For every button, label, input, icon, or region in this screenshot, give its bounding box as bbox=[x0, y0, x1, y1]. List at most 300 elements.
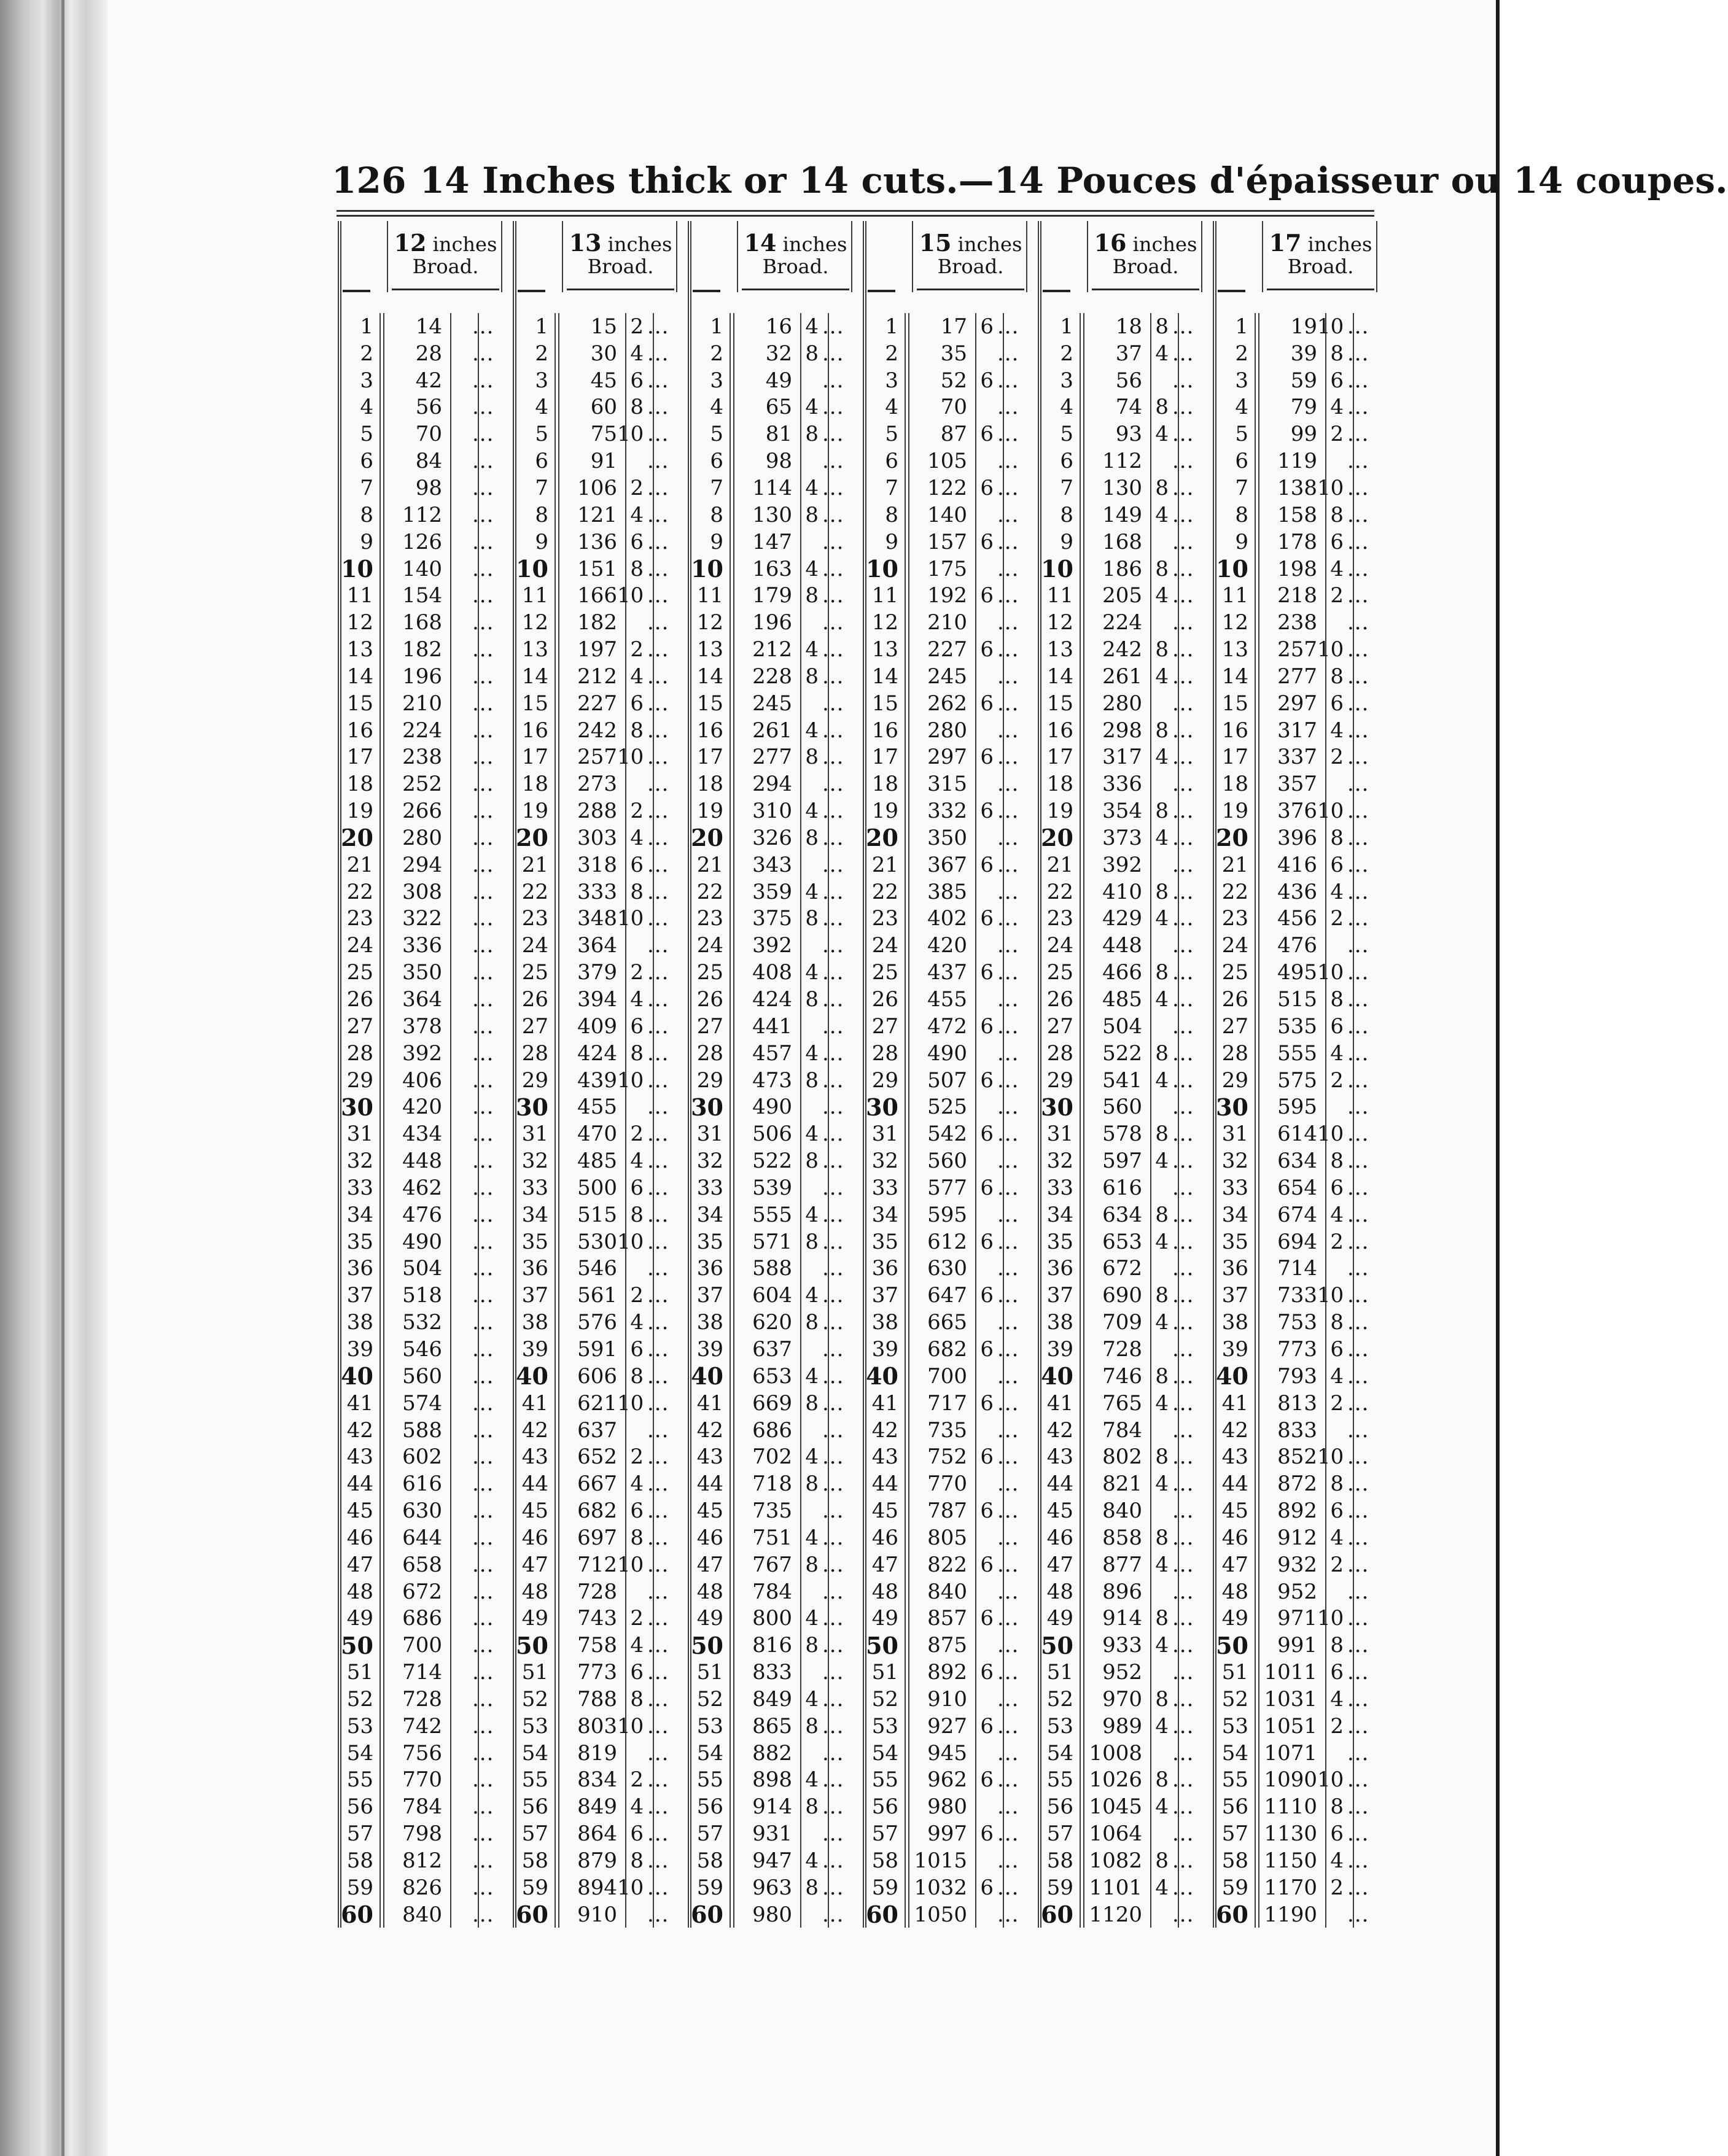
leader-dots: ... bbox=[1172, 933, 1194, 958]
feet-value: 931 bbox=[752, 1821, 792, 1847]
row-number: 51 bbox=[871, 1660, 898, 1685]
table-row bbox=[1212, 1901, 1387, 1928]
table-row bbox=[1037, 1093, 1212, 1120]
row-number: 30 bbox=[1041, 1093, 1073, 1121]
inches-value: 8 bbox=[1330, 987, 1344, 1012]
table-row bbox=[862, 1820, 1037, 1847]
table-row bbox=[687, 1551, 862, 1578]
feet-value: 406 bbox=[402, 1068, 442, 1093]
row-number: 29 bbox=[696, 1068, 723, 1093]
table-row bbox=[337, 448, 512, 475]
inches-value: 8 bbox=[1155, 556, 1169, 581]
feet-value: 315 bbox=[927, 772, 967, 797]
leader-dots: ... bbox=[822, 1606, 844, 1631]
leader-dots: ... bbox=[1347, 691, 1369, 716]
row-number: 36 bbox=[521, 1256, 548, 1281]
feet-value: 875 bbox=[927, 1633, 967, 1658]
column-header-unit: inches bbox=[776, 233, 847, 256]
table-row bbox=[337, 878, 512, 905]
row-number: 38 bbox=[871, 1310, 898, 1335]
table-row bbox=[862, 636, 1037, 663]
leader-dots: ... bbox=[472, 1417, 494, 1443]
row-number: 58 bbox=[346, 1848, 373, 1874]
table-row bbox=[1037, 1174, 1212, 1201]
inches-value: 2 bbox=[1330, 1068, 1344, 1093]
feet-value: 149 bbox=[1102, 502, 1142, 527]
table-row bbox=[687, 1874, 862, 1901]
table-row bbox=[1212, 690, 1387, 717]
leader-dots: ... bbox=[472, 1175, 494, 1200]
feet-value: 379 bbox=[577, 960, 617, 985]
leader-dots: ... bbox=[1172, 395, 1194, 420]
leader-dots: ... bbox=[647, 1552, 669, 1577]
feet-value: 630 bbox=[402, 1499, 442, 1524]
feet-value: 348 bbox=[577, 906, 617, 931]
column-header-width bbox=[742, 229, 849, 257]
feet-value: 767 bbox=[752, 1552, 792, 1577]
feet-value: 462 bbox=[402, 1175, 442, 1200]
row-number: 22 bbox=[696, 879, 723, 904]
feet-value: 409 bbox=[577, 1014, 617, 1039]
feet-value: 962 bbox=[927, 1767, 967, 1793]
feet-value: 310 bbox=[752, 799, 792, 824]
row-number: 6 bbox=[885, 449, 898, 474]
feet-value: 168 bbox=[1102, 529, 1142, 554]
leader-dots: ... bbox=[1347, 1363, 1369, 1389]
column-header-underline bbox=[1092, 289, 1199, 290]
leader-dots: ... bbox=[822, 1122, 844, 1147]
row-number: 31 bbox=[521, 1122, 548, 1147]
table-row bbox=[512, 1309, 687, 1336]
table-row bbox=[512, 1524, 687, 1551]
inches-value: 6 bbox=[980, 1875, 994, 1900]
row-number: 32 bbox=[521, 1149, 548, 1174]
table-row bbox=[1037, 1390, 1212, 1417]
table-row bbox=[862, 502, 1037, 529]
leader-dots: ... bbox=[1172, 1202, 1194, 1227]
leader-dots: ... bbox=[997, 745, 1019, 770]
inches-value: 6 bbox=[980, 637, 994, 662]
row-number: 12 bbox=[1046, 610, 1073, 635]
table-row bbox=[1037, 1605, 1212, 1632]
leader-dots: ... bbox=[997, 475, 1019, 500]
table-row bbox=[512, 1901, 687, 1928]
leader-dots: ... bbox=[1347, 1902, 1369, 1927]
table-rows bbox=[687, 313, 862, 1928]
row-number: 18 bbox=[521, 772, 548, 797]
leader-dots: ... bbox=[472, 556, 494, 581]
header-rule-bottom bbox=[337, 215, 1374, 217]
row-number: 29 bbox=[1221, 1068, 1248, 1093]
feet-value: 963 bbox=[752, 1875, 792, 1900]
feet-value: 700 bbox=[927, 1363, 967, 1389]
feet-value: 261 bbox=[1102, 664, 1142, 689]
table-row bbox=[337, 1524, 512, 1551]
leader-dots: ... bbox=[1347, 852, 1369, 877]
column-header-broad: Broad. bbox=[412, 255, 479, 278]
number-column-dash bbox=[693, 290, 720, 292]
table-row bbox=[862, 1147, 1037, 1174]
feet-value: 756 bbox=[402, 1740, 442, 1766]
table-row bbox=[337, 421, 512, 448]
feet-value: 455 bbox=[927, 987, 967, 1012]
leader-dots: ... bbox=[822, 1336, 844, 1362]
table-row bbox=[512, 1847, 687, 1874]
table-row bbox=[862, 663, 1037, 690]
row-number: 38 bbox=[521, 1310, 548, 1335]
row-number: 20 bbox=[866, 824, 898, 852]
feet-value: 914 bbox=[752, 1794, 792, 1820]
table-row bbox=[337, 1497, 512, 1524]
table-row bbox=[337, 636, 512, 663]
inches-value: 8 bbox=[805, 825, 819, 850]
row-number: 44 bbox=[1046, 1472, 1073, 1497]
feet-value: 408 bbox=[752, 960, 792, 985]
row-number: 24 bbox=[1221, 933, 1248, 958]
inches-value: 6 bbox=[980, 1606, 994, 1631]
leader-dots: ... bbox=[647, 906, 669, 931]
row-number: 23 bbox=[346, 906, 373, 931]
table-row bbox=[512, 448, 687, 475]
row-number: 46 bbox=[871, 1525, 898, 1550]
row-number: 26 bbox=[871, 987, 898, 1012]
feet-value: 802 bbox=[1102, 1444, 1142, 1470]
row-number: 47 bbox=[346, 1552, 373, 1577]
feet-value: 773 bbox=[577, 1660, 617, 1685]
table-row bbox=[512, 1874, 687, 1901]
column-header-broad: Broad. bbox=[587, 255, 654, 278]
row-number: 36 bbox=[1221, 1256, 1248, 1281]
table-row bbox=[1212, 475, 1387, 502]
feet-value: 743 bbox=[577, 1606, 617, 1631]
table-row bbox=[687, 959, 862, 986]
row-number: 56 bbox=[346, 1794, 373, 1820]
feet-value: 154 bbox=[402, 583, 442, 608]
feet-value: 224 bbox=[402, 718, 442, 743]
inches-value: 10 bbox=[617, 906, 644, 931]
leader-dots: ... bbox=[822, 637, 844, 662]
leader-dots: ... bbox=[472, 610, 494, 635]
leader-dots: ... bbox=[822, 1444, 844, 1470]
row-number: 27 bbox=[346, 1014, 373, 1039]
row-number: 20 bbox=[1041, 824, 1073, 852]
feet-value: 539 bbox=[752, 1175, 792, 1200]
table-row bbox=[512, 1282, 687, 1309]
inches-value: 6 bbox=[980, 1713, 994, 1739]
feet-value: 350 bbox=[402, 960, 442, 985]
leader-dots: ... bbox=[1172, 718, 1194, 743]
table-row bbox=[1212, 1201, 1387, 1228]
row-number: 56 bbox=[521, 1794, 548, 1820]
feet-value: 182 bbox=[577, 610, 617, 635]
table-row bbox=[337, 1847, 512, 1874]
leader-dots: ... bbox=[997, 529, 1019, 554]
leader-dots: ... bbox=[997, 852, 1019, 877]
column-header-unit: inches bbox=[426, 233, 497, 256]
row-number: 42 bbox=[871, 1417, 898, 1443]
inches-value: 8 bbox=[805, 1390, 819, 1416]
table-row bbox=[1037, 1820, 1212, 1847]
row-number: 36 bbox=[1046, 1256, 1073, 1281]
leader-dots: ... bbox=[1347, 1525, 1369, 1550]
feet-value: 914 bbox=[1102, 1606, 1142, 1631]
table-row bbox=[687, 1040, 862, 1067]
inches-value: 2 bbox=[1330, 1875, 1344, 1900]
leader-dots: ... bbox=[997, 1149, 1019, 1174]
leader-dots: ... bbox=[1347, 637, 1369, 662]
inches-value: 6 bbox=[980, 745, 994, 770]
row-number: 33 bbox=[1221, 1175, 1248, 1200]
feet-value: 864 bbox=[577, 1821, 617, 1847]
leader-dots: ... bbox=[822, 1552, 844, 1577]
leader-dots: ... bbox=[822, 906, 844, 931]
inches-value: 8 bbox=[1155, 1686, 1169, 1712]
row-number: 57 bbox=[1221, 1821, 1248, 1847]
table-row bbox=[687, 905, 862, 933]
feet-value: 106 bbox=[577, 475, 617, 500]
feet-value: 997 bbox=[927, 1821, 967, 1847]
table-row bbox=[1037, 582, 1212, 609]
inches-value: 10 bbox=[617, 422, 644, 447]
row-number: 30 bbox=[341, 1093, 373, 1121]
row-number: 30 bbox=[866, 1093, 898, 1121]
leader-dots: ... bbox=[1172, 691, 1194, 716]
inches-value: 6 bbox=[980, 1175, 994, 1200]
feet-value: 606 bbox=[577, 1363, 617, 1389]
feet-value: 332 bbox=[927, 799, 967, 824]
feet-value: 266 bbox=[402, 799, 442, 824]
row-number: 55 bbox=[871, 1767, 898, 1793]
leader-dots: ... bbox=[472, 1256, 494, 1281]
feet-value: 971 bbox=[1277, 1606, 1317, 1631]
row-number: 16 bbox=[871, 718, 898, 743]
row-number: 59 bbox=[521, 1875, 548, 1900]
row-number: 25 bbox=[696, 960, 723, 985]
feet-value: 604 bbox=[752, 1283, 792, 1308]
inches-value: 4 bbox=[1330, 1848, 1344, 1874]
inches-value: 4 bbox=[630, 1633, 644, 1658]
leader-dots: ... bbox=[1172, 1472, 1194, 1497]
feet-value: 210 bbox=[402, 691, 442, 716]
leader-dots: ... bbox=[822, 1686, 844, 1712]
feet-value: 168 bbox=[402, 610, 442, 635]
inches-value: 10 bbox=[617, 1875, 644, 1900]
table-row bbox=[1212, 932, 1387, 959]
row-number: 12 bbox=[346, 610, 373, 635]
row-number: 57 bbox=[521, 1821, 548, 1847]
row-number: 8 bbox=[1060, 502, 1073, 527]
row-number: 60 bbox=[866, 1901, 898, 1929]
row-number: 18 bbox=[1046, 772, 1073, 797]
leader-dots: ... bbox=[647, 1122, 669, 1147]
header-rule-right bbox=[1201, 221, 1202, 292]
leader-dots: ... bbox=[1172, 529, 1194, 554]
feet-value: 1064 bbox=[1089, 1821, 1142, 1847]
row-number: 24 bbox=[871, 933, 898, 958]
table-row bbox=[687, 744, 862, 771]
feet-value: 571 bbox=[752, 1229, 792, 1254]
leader-dots: ... bbox=[1172, 1256, 1194, 1281]
feet-value: 424 bbox=[577, 1041, 617, 1066]
leader-dots: ... bbox=[1347, 906, 1369, 931]
table-row bbox=[862, 744, 1037, 771]
feet-value: 686 bbox=[402, 1606, 442, 1631]
leader-dots: ... bbox=[647, 1095, 669, 1120]
feet-value: 910 bbox=[577, 1902, 617, 1927]
leader-dots: ... bbox=[1172, 664, 1194, 689]
feet-value: 894 bbox=[577, 1875, 617, 1900]
feet-value: 182 bbox=[402, 637, 442, 662]
inches-value: 4 bbox=[805, 1122, 819, 1147]
leader-dots: ... bbox=[472, 1283, 494, 1308]
row-number: 49 bbox=[871, 1606, 898, 1631]
inches-value: 6 bbox=[630, 368, 644, 393]
table-row bbox=[687, 1174, 862, 1201]
table-row bbox=[687, 1740, 862, 1767]
column-header-inches: 14 bbox=[744, 229, 777, 257]
row-number: 25 bbox=[1221, 960, 1248, 985]
table-row bbox=[1212, 1686, 1387, 1713]
leader-dots: ... bbox=[822, 772, 844, 797]
feet-value: 357 bbox=[1277, 772, 1317, 797]
row-number: 11 bbox=[521, 583, 548, 608]
column-header-width bbox=[392, 229, 499, 257]
table-row bbox=[1037, 1713, 1212, 1740]
leader-dots: ... bbox=[472, 1660, 494, 1685]
row-number: 41 bbox=[871, 1390, 898, 1416]
feet-value: 898 bbox=[752, 1767, 792, 1793]
leader-dots: ... bbox=[647, 718, 669, 743]
table-row bbox=[862, 1013, 1037, 1040]
table-row bbox=[337, 824, 512, 851]
inches-value: 6 bbox=[1330, 1014, 1344, 1039]
inches-value: 6 bbox=[1330, 529, 1344, 554]
feet-value: 303 bbox=[577, 825, 617, 850]
table-row bbox=[337, 1767, 512, 1794]
table-row bbox=[1037, 986, 1212, 1013]
row-number: 37 bbox=[1046, 1283, 1073, 1308]
leader-dots: ... bbox=[472, 1122, 494, 1147]
table-row bbox=[1212, 986, 1387, 1013]
leader-dots: ... bbox=[472, 1848, 494, 1874]
inches-value: 8 bbox=[1155, 1525, 1169, 1550]
feet-value: 273 bbox=[577, 772, 617, 797]
row-number: 42 bbox=[346, 1417, 373, 1443]
table-row bbox=[337, 1013, 512, 1040]
leader-dots: ... bbox=[647, 1068, 669, 1093]
feet-value: 196 bbox=[752, 610, 792, 635]
row-number: 8 bbox=[710, 502, 723, 527]
inches-value: 2 bbox=[630, 1444, 644, 1470]
feet-value: 654 bbox=[1277, 1175, 1317, 1200]
leader-dots: ... bbox=[472, 1041, 494, 1066]
leader-dots: ... bbox=[647, 1390, 669, 1416]
leader-dots: ... bbox=[1347, 422, 1369, 447]
feet-value: 218 bbox=[1277, 583, 1317, 608]
inches-value: 6 bbox=[1330, 1821, 1344, 1847]
row-number: 51 bbox=[1046, 1660, 1073, 1685]
leader-dots: ... bbox=[1172, 987, 1194, 1012]
table-row bbox=[687, 1686, 862, 1713]
inches-value: 4 bbox=[630, 664, 644, 689]
leader-dots: ... bbox=[472, 718, 494, 743]
feet-value: 735 bbox=[927, 1417, 967, 1443]
row-number: 23 bbox=[521, 906, 548, 931]
leader-dots: ... bbox=[997, 1283, 1019, 1308]
leader-dots: ... bbox=[822, 610, 844, 635]
inches-value: 4 bbox=[1155, 583, 1169, 608]
table-row bbox=[862, 932, 1037, 959]
table-row bbox=[862, 1793, 1037, 1820]
leader-dots: ... bbox=[997, 1875, 1019, 1900]
table-row bbox=[337, 1390, 512, 1417]
row-number: 46 bbox=[346, 1525, 373, 1550]
feet-value: 858 bbox=[1102, 1525, 1142, 1550]
feet-value: 317 bbox=[1102, 745, 1142, 770]
inches-value: 2 bbox=[630, 314, 644, 339]
row-number: 3 bbox=[1060, 368, 1073, 393]
leader-dots: ... bbox=[822, 1310, 844, 1335]
table-row bbox=[1212, 340, 1387, 367]
leader-dots: ... bbox=[822, 987, 844, 1012]
feet-value: 1110 bbox=[1264, 1794, 1317, 1820]
table-row bbox=[862, 1767, 1037, 1794]
feet-value: 28 bbox=[415, 341, 442, 366]
feet-value: 166 bbox=[577, 583, 617, 608]
leader-dots: ... bbox=[472, 1902, 494, 1927]
leader-dots: ... bbox=[1172, 1336, 1194, 1362]
inches-value: 6 bbox=[1330, 691, 1344, 716]
leader-dots: ... bbox=[997, 502, 1019, 527]
feet-value: 70 bbox=[940, 395, 967, 420]
feet-value: 753 bbox=[1277, 1310, 1317, 1335]
leader-dots: ... bbox=[1347, 1875, 1369, 1900]
column-header-underline bbox=[392, 289, 499, 290]
table-row bbox=[862, 1901, 1037, 1928]
row-number: 6 bbox=[1060, 449, 1073, 474]
inches-value: 6 bbox=[1330, 852, 1344, 877]
feet-value: 506 bbox=[752, 1122, 792, 1147]
row-number: 52 bbox=[346, 1686, 373, 1712]
inches-value: 4 bbox=[1330, 718, 1344, 743]
inches-value: 6 bbox=[630, 1499, 644, 1524]
leader-dots: ... bbox=[1347, 1336, 1369, 1362]
table-rows bbox=[512, 313, 687, 1928]
row-number: 5 bbox=[1235, 422, 1248, 447]
row-number: 4 bbox=[710, 395, 723, 420]
row-number: 56 bbox=[1046, 1794, 1073, 1820]
feet-value: 588 bbox=[752, 1256, 792, 1281]
feet-value: 130 bbox=[1102, 475, 1142, 500]
inches-value: 2 bbox=[630, 637, 644, 662]
leader-dots: ... bbox=[472, 1525, 494, 1550]
leader-dots: ... bbox=[1172, 1713, 1194, 1739]
leader-dots: ... bbox=[997, 637, 1019, 662]
table-row bbox=[862, 878, 1037, 905]
leader-dots: ... bbox=[647, 745, 669, 770]
table-row bbox=[1212, 1713, 1387, 1740]
feet-value: 788 bbox=[577, 1686, 617, 1712]
feet-value: 1051 bbox=[1264, 1713, 1317, 1739]
feet-value: 574 bbox=[402, 1390, 442, 1416]
feet-value: 504 bbox=[402, 1256, 442, 1281]
row-number: 11 bbox=[1046, 583, 1073, 608]
leader-dots: ... bbox=[1172, 1229, 1194, 1254]
row-number: 60 bbox=[1041, 1901, 1073, 1929]
row-number: 57 bbox=[696, 1821, 723, 1847]
table-row bbox=[1037, 1309, 1212, 1336]
feet-value: 364 bbox=[577, 933, 617, 958]
